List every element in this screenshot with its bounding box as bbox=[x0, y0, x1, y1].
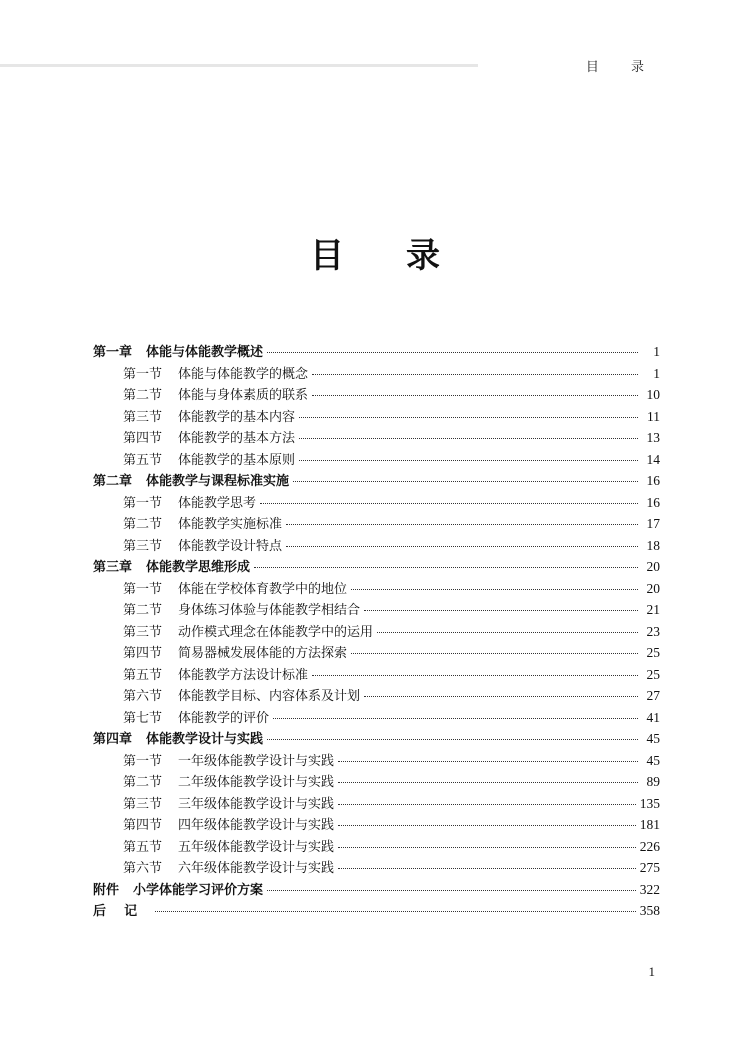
toc-entry-page: 21 bbox=[646, 602, 660, 617]
toc-section-entry[interactable] bbox=[93, 793, 660, 815]
toc-entry-title: 体能在学校体育教学中的地位 bbox=[178, 581, 348, 597]
toc-entry-label bbox=[123, 579, 347, 601]
dot-leader bbox=[377, 632, 638, 633]
toc-entry-title: 二年级体能教学设计与实践 bbox=[178, 775, 335, 790]
toc-entry-title: 体能教学的评价 bbox=[178, 710, 270, 726]
toc-entry-label bbox=[123, 815, 334, 837]
toc-entry-title: 身体练习体验与体能教学相结合 bbox=[178, 603, 361, 618]
toc-entry-title: 小学体能学习评价方案 bbox=[133, 882, 264, 898]
toc-entry-page: 322 bbox=[639, 881, 660, 897]
toc-entry-number: 第二节 bbox=[123, 517, 163, 532]
dot-leader bbox=[312, 395, 638, 396]
toc-chapter-entry[interactable] bbox=[93, 879, 660, 901]
toc-entry-title: 简易器械发展体能的方法探索 bbox=[178, 646, 348, 661]
toc-entry-page: 16 bbox=[646, 494, 660, 510]
toc-entry-title: 体能教学的基本原则 bbox=[178, 452, 296, 468]
dot-leader bbox=[351, 589, 638, 590]
dot-leader bbox=[299, 417, 638, 418]
toc-section-entry[interactable] bbox=[93, 857, 660, 879]
toc-entry-page: 358 bbox=[639, 903, 660, 918]
toc-entry-label bbox=[123, 686, 360, 708]
toc-entry-page: 14 bbox=[646, 451, 660, 467]
toc-entry-page: 16 bbox=[646, 473, 660, 488]
toc-entry-title: 四年级体能教学设计与实践 bbox=[178, 818, 335, 833]
toc-entry-number: 第五节 bbox=[123, 452, 163, 468]
toc-section-entry[interactable] bbox=[93, 707, 660, 729]
dot-leader bbox=[338, 761, 638, 762]
toc-chapter-entry[interactable] bbox=[93, 556, 660, 578]
toc-entry-label bbox=[123, 665, 308, 687]
toc-entry-number: 第一节 bbox=[123, 753, 163, 769]
toc-entry-number: 第一节 bbox=[123, 495, 163, 511]
toc-entry-label bbox=[93, 342, 263, 364]
toc-entry-title: 体能与身体素质的联系 bbox=[178, 388, 309, 403]
toc-entry-title: 体能与体能教学概述 bbox=[146, 345, 264, 360]
dot-leader bbox=[286, 546, 638, 547]
toc-entry-title: 体能教学目标、内容体系及计划 bbox=[178, 689, 361, 704]
toc-entry-label bbox=[123, 428, 295, 450]
toc-section-entry[interactable] bbox=[93, 578, 660, 600]
toc-entry-title: 五年级体能教学设计与实践 bbox=[178, 839, 335, 855]
toc-entry-label bbox=[123, 364, 308, 386]
toc-entry-label bbox=[123, 643, 347, 665]
toc-entry-page: 275 bbox=[639, 860, 660, 875]
toc-entry-number: 第六节 bbox=[123, 689, 163, 704]
page-number: 1 bbox=[648, 964, 655, 979]
toc-entry-page: 20 bbox=[646, 559, 660, 574]
dot-leader bbox=[338, 782, 638, 783]
table-of-contents bbox=[93, 341, 660, 922]
running-head: 目 录 bbox=[585, 60, 658, 75]
toc-entry-number: 第一节 bbox=[123, 366, 163, 382]
toc-entry-page: 1 bbox=[653, 365, 660, 381]
toc-chapter-entry[interactable] bbox=[93, 728, 660, 750]
dot-leader bbox=[351, 653, 638, 654]
toc-entry-label bbox=[93, 557, 250, 579]
toc-entry-number: 第三节 bbox=[123, 796, 163, 812]
toc-entry-title: 六年级体能教学设计与实践 bbox=[178, 861, 335, 876]
toc-entry-number: 第二节 bbox=[123, 388, 163, 403]
toc-entry-label bbox=[123, 837, 334, 859]
toc-section-entry[interactable] bbox=[93, 492, 660, 514]
toc-entry-page: 11 bbox=[647, 408, 660, 424]
dot-leader bbox=[299, 438, 638, 439]
toc-entry-title: 体能教学方法设计标准 bbox=[178, 667, 309, 683]
toc-section-entry[interactable] bbox=[93, 363, 660, 385]
toc-entry-number: 第四节 bbox=[123, 431, 163, 446]
toc-entry-label bbox=[93, 471, 289, 493]
toc-entry-title: 三年级体能教学设计与实践 bbox=[178, 796, 335, 812]
toc-entry-title: 体能教学的基本内容 bbox=[178, 409, 296, 425]
toc-entry-number: 第四章 bbox=[93, 732, 133, 747]
dot-leader bbox=[155, 911, 636, 912]
toc-entry-number: 第五节 bbox=[123, 667, 163, 683]
toc-entry-label bbox=[93, 729, 263, 751]
toc-entry-page: 135 bbox=[639, 795, 660, 811]
dot-leader bbox=[254, 567, 638, 568]
toc-section-entry[interactable] bbox=[93, 836, 660, 858]
toc-entry-title: 体能教学设计特点 bbox=[178, 538, 283, 554]
toc-entry-page: 45 bbox=[646, 752, 660, 768]
toc-entry-title: 体能教学实施标准 bbox=[178, 517, 283, 532]
toc-entry-label bbox=[123, 536, 282, 558]
toc-chapter-entry[interactable] bbox=[93, 900, 660, 922]
toc-entry-title: 体能教学思考 bbox=[178, 495, 257, 511]
toc-entry-number: 第三节 bbox=[123, 624, 163, 640]
toc-chapter-entry[interactable] bbox=[93, 470, 660, 492]
toc-section-entry[interactable] bbox=[93, 750, 660, 772]
dot-leader bbox=[293, 481, 638, 482]
toc-entry-title: 体能教学设计与实践 bbox=[146, 732, 264, 747]
toc-entry-number: 第三章 bbox=[93, 560, 133, 575]
dot-leader bbox=[260, 503, 638, 504]
toc-entry-title: 一年级体能教学设计与实践 bbox=[178, 753, 335, 769]
toc-entry-page: 18 bbox=[646, 537, 660, 553]
toc-entry-page: 17 bbox=[646, 516, 660, 531]
toc-section-entry[interactable] bbox=[93, 771, 660, 793]
toc-section-entry[interactable] bbox=[93, 449, 660, 471]
toc-entry-label bbox=[123, 450, 295, 472]
toc-entry-label bbox=[123, 600, 360, 622]
toc-entry-title: 体能与体能教学的概念 bbox=[178, 366, 309, 382]
dot-leader bbox=[312, 675, 638, 676]
toc-entry-number: 第三节 bbox=[123, 409, 163, 425]
toc-entry-page: 41 bbox=[646, 709, 660, 725]
toc-entry-title: 体能教学思维形成 bbox=[146, 560, 251, 575]
toc-entry-number: 第一章 bbox=[93, 345, 133, 360]
dot-leader bbox=[267, 739, 638, 740]
page-title: 目录 bbox=[310, 235, 502, 276]
dot-leader bbox=[338, 825, 636, 826]
toc-section-entry[interactable] bbox=[93, 685, 660, 707]
toc-entry-label bbox=[93, 880, 263, 902]
toc-section-entry[interactable] bbox=[93, 599, 660, 621]
toc-section-entry[interactable] bbox=[93, 406, 660, 428]
toc-entry-label bbox=[123, 858, 334, 880]
dot-leader bbox=[286, 524, 638, 525]
toc-entry-number: 第三节 bbox=[123, 538, 163, 554]
toc-entry-page: 45 bbox=[646, 731, 660, 746]
toc-section-entry[interactable] bbox=[93, 814, 660, 836]
toc-entry-label bbox=[123, 794, 334, 816]
toc-entry-number: 第五节 bbox=[123, 839, 163, 855]
toc-entry-number: 第一节 bbox=[123, 581, 163, 597]
toc-entry-page: 23 bbox=[646, 623, 660, 639]
toc-entry-page: 20 bbox=[646, 580, 660, 596]
toc-entry-label bbox=[93, 901, 151, 923]
toc-section-entry[interactable] bbox=[93, 513, 660, 535]
toc-section-entry[interactable] bbox=[93, 535, 660, 557]
toc-entry-number: 第四节 bbox=[123, 646, 163, 661]
dot-leader bbox=[338, 868, 636, 869]
toc-entry-label bbox=[123, 493, 256, 515]
toc-entry-page: 27 bbox=[646, 688, 660, 703]
toc-entry-page: 181 bbox=[639, 817, 660, 832]
dot-leader bbox=[364, 696, 638, 697]
toc-entry-label bbox=[123, 772, 334, 794]
toc-entry-number: 第二节 bbox=[123, 775, 163, 790]
dot-leader bbox=[267, 890, 636, 891]
dot-leader bbox=[338, 804, 636, 805]
toc-entry-title: 体能教学与课程标准实施 bbox=[146, 474, 290, 489]
toc-entry-label bbox=[123, 385, 308, 407]
toc-entry-number: 第二章 bbox=[93, 474, 133, 489]
dot-leader bbox=[338, 847, 636, 848]
toc-entry-number: 第二节 bbox=[123, 603, 163, 618]
toc-entry-label bbox=[123, 514, 282, 536]
toc-entry-number: 第四节 bbox=[123, 818, 163, 833]
toc-entry-number: 第七节 bbox=[123, 710, 163, 726]
toc-section-entry[interactable] bbox=[93, 664, 660, 686]
toc-entry-label bbox=[123, 751, 334, 773]
toc-entry-page: 226 bbox=[639, 838, 660, 854]
toc-section-entry[interactable] bbox=[93, 384, 660, 406]
header-rule bbox=[0, 64, 478, 67]
toc-entry-label bbox=[123, 407, 295, 429]
dot-leader bbox=[364, 610, 638, 611]
toc-chapter-entry[interactable] bbox=[93, 341, 660, 363]
toc-entry-number: 后 记 bbox=[93, 904, 138, 919]
toc-entry-page: 25 bbox=[646, 645, 660, 660]
toc-entry-number: 附件 bbox=[93, 882, 120, 898]
dot-leader bbox=[267, 352, 638, 353]
toc-entry-page: 25 bbox=[646, 666, 660, 682]
dot-leader bbox=[273, 718, 638, 719]
toc-section-entry[interactable] bbox=[93, 427, 660, 449]
toc-entry-title: 体能教学的基本方法 bbox=[178, 431, 296, 446]
toc-entry-page: 89 bbox=[646, 774, 660, 789]
toc-entry-page: 10 bbox=[646, 387, 660, 402]
toc-entry-label bbox=[123, 622, 373, 644]
toc-entry-title: 动作模式理念在体能教学中的运用 bbox=[178, 624, 374, 640]
dot-leader bbox=[299, 460, 638, 461]
toc-entry-number: 第六节 bbox=[123, 861, 163, 876]
toc-entry-page: 1 bbox=[653, 344, 660, 359]
toc-entry-page: 13 bbox=[646, 430, 660, 445]
toc-section-entry[interactable] bbox=[93, 642, 660, 664]
dot-leader bbox=[312, 374, 638, 375]
toc-section-entry[interactable] bbox=[93, 621, 660, 643]
toc-entry-label bbox=[123, 708, 269, 730]
